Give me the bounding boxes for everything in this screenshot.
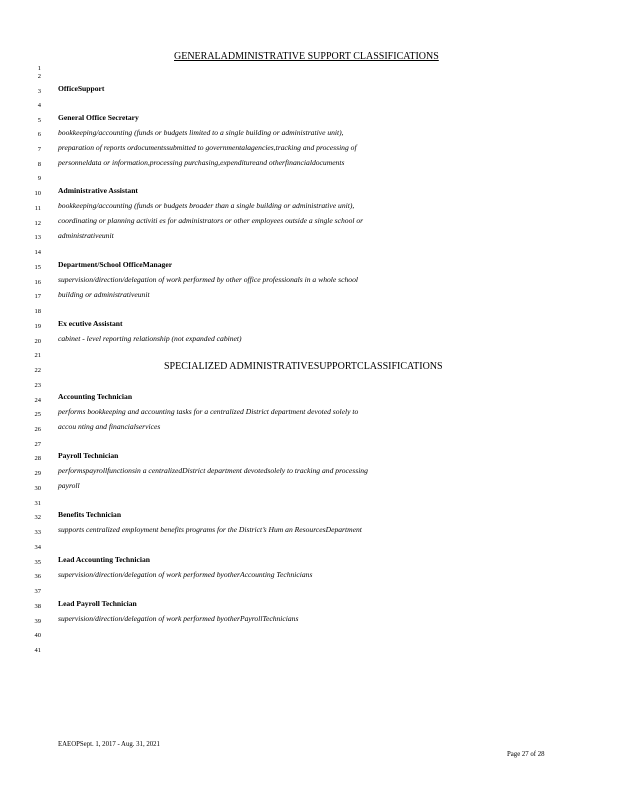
line-number: 26 [34,426,41,433]
line-number: 15 [34,264,41,271]
line-number: 18 [34,308,41,315]
line-number: 5 [37,117,41,124]
line-number: 20 [34,338,41,345]
desc-line: performs bookkeeping and accounting tasks for a centralized District department devoted solely to [58,407,359,416]
line-number: 24 [34,397,41,404]
title-general-office-secretary: General Office Secretary [58,113,139,122]
line-number: 25 [34,411,41,418]
title-accounting-technician: Accounting Technician [58,392,133,401]
line-number: 8 [37,161,41,168]
line-number: 14 [34,249,41,256]
desc-line: cabinet - level reporting relationship (not expanded cabinet) [58,334,242,343]
section-office-support: OfficeSupport [58,84,105,93]
line-number: 30 [34,485,41,492]
line-number: 12 [34,220,41,227]
footer-page-number: Page 27 of 28 [507,751,545,758]
desc-line: personneldata or information,processing purchasing,expenditureand otherfinancialdocuments [58,158,345,167]
line-number: 38 [34,603,41,610]
line-number: 1 [37,65,41,72]
line-number: 10 [34,190,41,197]
line-number: 39 [34,618,41,625]
title-department-school-office-manager: Department/School OfficeManager [58,260,173,269]
title-executive-assistant: Ex ecutive Assistant [58,319,123,328]
heading-specialized-administrative: SPECIALIZED ADMINISTRATIVESUPPORTCLASSIFICATIONS [164,361,443,372]
line-number: 19 [34,323,41,330]
line-number: 32 [34,514,41,521]
desc-line: bookkeeping/accounting (funds or budgets broader than a single building or administrative unit), [58,201,355,210]
line-number: 29 [34,470,41,477]
desc-line: administrativeunit [58,231,114,240]
line-number: 27 [34,441,41,448]
footer-date-range: EAEOPSept. 1, 2017 - Aug. 31, 2021 [58,741,160,748]
line-number: 33 [34,529,41,536]
desc-line: preparation of reports ordocumentssubmitted to governmentalagencies,tracking and processing of [58,143,357,152]
title-payroll-technician: Payroll Technician [58,451,119,460]
line-number: 4 [37,102,41,109]
line-number: 13 [34,234,41,241]
desc-line: accou nting and financialservices [58,422,161,431]
line-number: 36 [34,573,41,580]
desc-line: payroll [58,481,80,490]
title-benefits-technician: Benefits Technician [58,510,122,519]
line-number: 21 [34,352,41,359]
line-number: 2 [37,73,41,80]
line-number: 41 [34,647,41,654]
line-number: 37 [34,588,41,595]
line-number: 17 [34,293,41,300]
line-number: 9 [37,175,41,182]
line-number: 23 [34,382,41,389]
line-number: 6 [37,131,41,138]
title-administrative-assistant: Administrative Assistant [58,186,138,195]
desc-line: coordinating or planning activiti es for administrators or other employees outside a single school or [58,216,364,225]
desc-line: performspayrollfunctionsin a centralizedDistrict department devotedsolely to tracking and processing [58,466,368,475]
line-number: 7 [37,146,41,153]
desc-line: bookkeeping/accounting (funds or budgets limited to a single building or administrative unit), [58,128,344,137]
line-number: 35 [34,559,41,566]
desc-line: supports centralized employment benefits programs for the District’s Hum an ResourcesDepartment [58,525,362,534]
line-number: 3 [37,88,41,95]
line-number: 28 [34,455,41,462]
line-number: 34 [34,544,41,551]
line-number: 40 [34,632,41,639]
desc-line: building or administrativeunit [58,290,150,299]
title-lead-accounting-technician: Lead Accounting Technician [58,555,150,564]
title-lead-payroll-technician: Lead Payroll Technician [58,599,137,608]
heading-general-administrative: GENERALADMINISTRATIVE SUPPORT CLASSIFICATIONS [174,51,439,62]
line-number: 11 [34,205,41,212]
desc-line: supervision/direction/delegation of work performed by other office professionals in a whole school [58,275,358,284]
line-number: 31 [34,500,41,507]
line-number: 16 [34,279,41,286]
line-number: 22 [34,367,41,374]
desc-line: supervision/direction/delegation of work performed byotherPayrollTechnicians [58,614,299,623]
desc-line: supervision/direction/delegation of work performed byotherAccounting Technicians [58,570,313,579]
